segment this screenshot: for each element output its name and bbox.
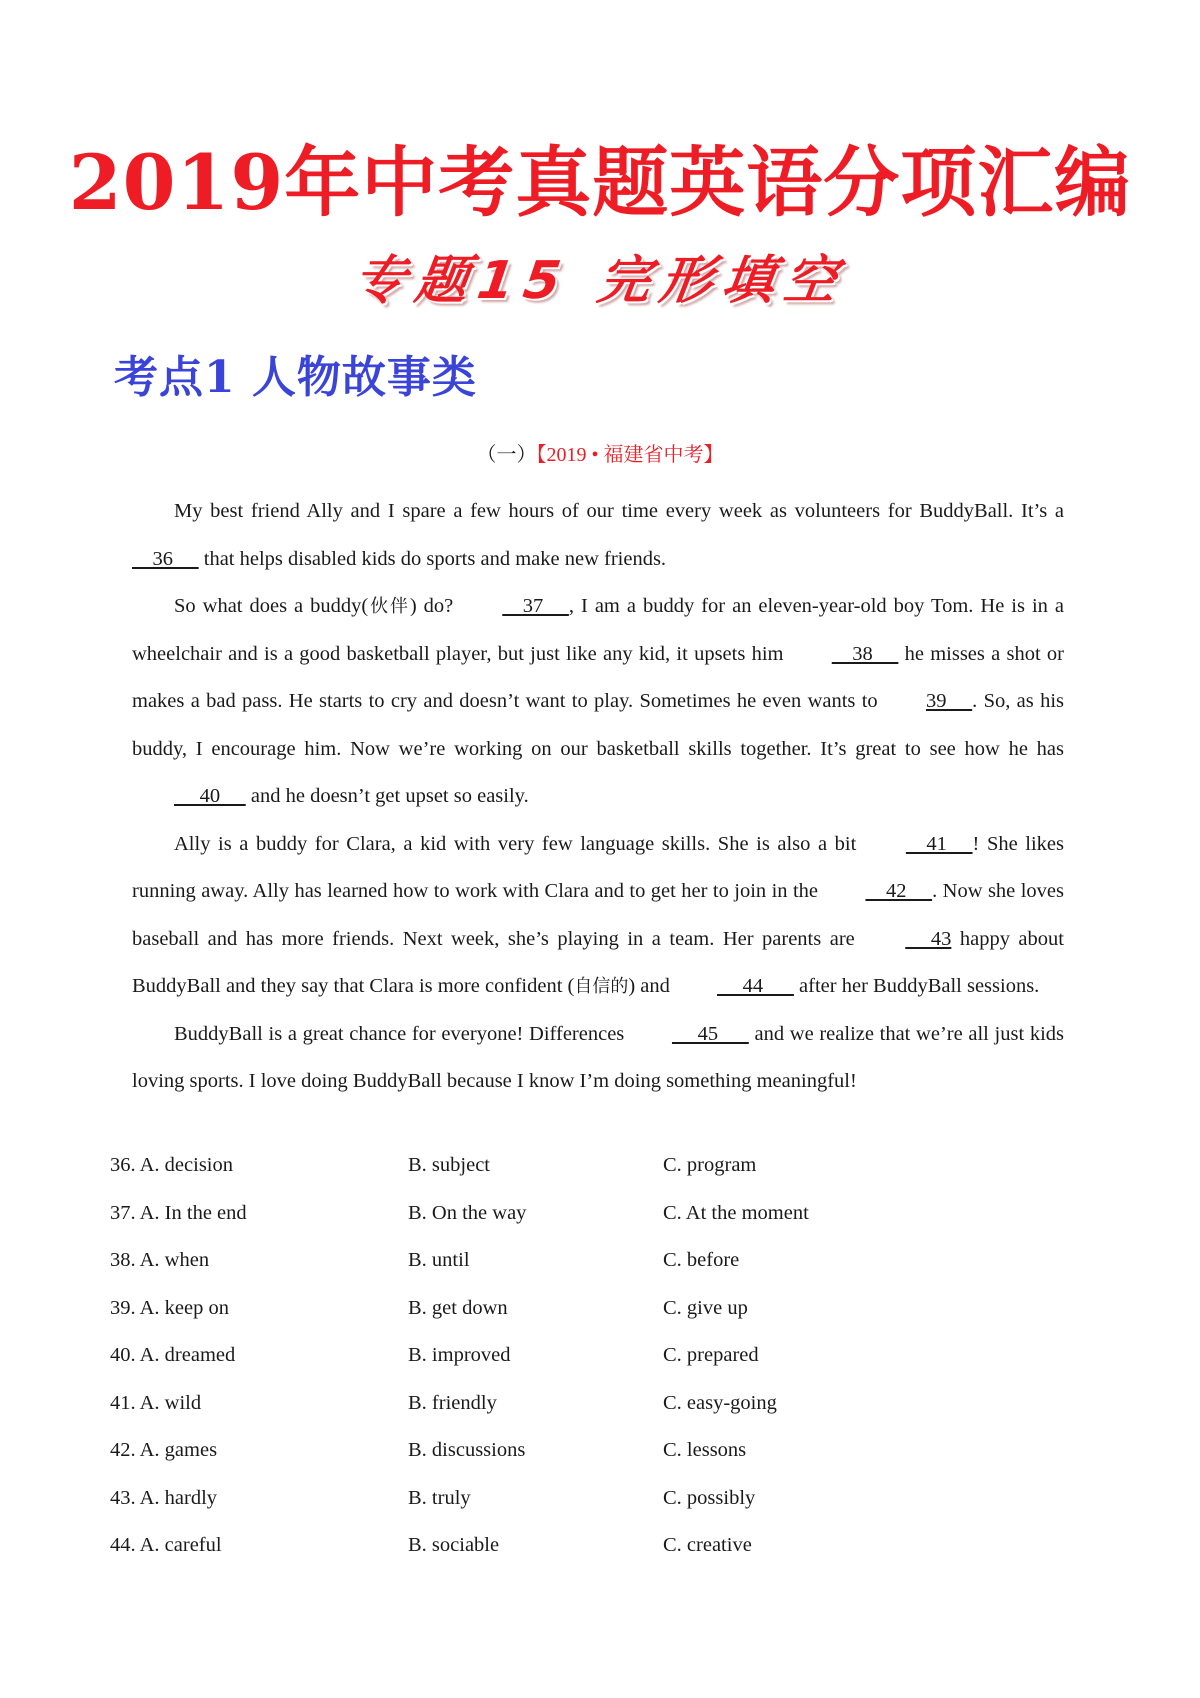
passage-text: Ally is a buddy for Clara, a kid with very few language skills. She is also a bit bbox=[174, 832, 864, 855]
option-c[interactable]: C. program bbox=[663, 1154, 757, 1176]
option-b[interactable]: B. improved bbox=[408, 1344, 511, 1366]
passage-text: and we realize that we’re all just kids loving sports. I love doing BuddyBall because I know I’m doing something meaningful! bbox=[132, 1022, 1065, 1092]
passage-text: , I am a buddy for an eleven-year-old boy Tom. He is in a wheelchair and is a good basketball player, but just like any kid, it upsets him bbox=[132, 595, 1065, 665]
passage-text: happy about BuddyBall and they say that Clara is more confident ( bbox=[132, 927, 1064, 997]
passage-paragraph-1 bbox=[132, 488, 1064, 583]
blank-42[interactable]: 42 bbox=[865, 880, 933, 902]
option-b[interactable]: B. get down bbox=[408, 1296, 508, 1319]
question-40 bbox=[110, 1332, 1090, 1380]
option-c[interactable]: C. At the moment bbox=[663, 1201, 809, 1224]
question-42 bbox=[110, 1427, 1090, 1475]
blank-43[interactable]: 43 bbox=[905, 927, 952, 950]
option-a[interactable]: 37. A. In the end bbox=[110, 1201, 247, 1224]
option-b[interactable]: B. subject bbox=[408, 1154, 490, 1176]
section-heading: 考点1 人物故事类 bbox=[114, 352, 477, 403]
passage-paragraph-4 bbox=[132, 1011, 1064, 1106]
option-b[interactable]: B. discussions bbox=[408, 1439, 526, 1461]
passage-text: ) do? bbox=[409, 595, 461, 617]
option-a[interactable]: 36. A. decision bbox=[110, 1154, 233, 1176]
option-c[interactable]: C. lessons bbox=[663, 1439, 747, 1461]
option-a[interactable]: 42. A. games bbox=[110, 1439, 218, 1461]
blank-37[interactable]: 37 bbox=[502, 595, 569, 617]
source-number: （一） bbox=[476, 444, 537, 466]
blank-36[interactable]: 36 bbox=[132, 547, 199, 570]
blank-44[interactable]: 44 bbox=[717, 975, 794, 997]
passage-text: he misses a shot or makes a bad pass. He starts to cry and doesn’t want to play. Sometimes he even wants to bbox=[132, 642, 1064, 712]
option-c[interactable]: C. easy-going bbox=[663, 1391, 777, 1414]
option-b[interactable]: B. truly bbox=[408, 1486, 471, 1509]
option-a[interactable]: 39. A. keep on bbox=[110, 1296, 229, 1319]
gloss-confident: 自信的 bbox=[574, 976, 629, 997]
passage-text: . So, as his buddy, I encourage him. Now we’re working on our basketball skills together. It’s great to see how he has bbox=[132, 690, 1064, 760]
document-subtitle: 专题15 完形填空 bbox=[349, 251, 851, 311]
question-43 bbox=[110, 1475, 1090, 1523]
passage-text: ) and bbox=[628, 975, 676, 997]
option-b[interactable]: B. On the way bbox=[408, 1201, 527, 1224]
blank-38[interactable]: 38 bbox=[831, 642, 899, 665]
passage-paragraph-2 bbox=[132, 583, 1064, 821]
passage-text: ! She likes running away. Ally has learned how to work with Clara and to get her to join in the bbox=[132, 832, 1064, 902]
option-c[interactable]: C. creative bbox=[663, 1534, 752, 1556]
exam-source bbox=[0, 441, 1200, 469]
cloze-passage bbox=[132, 488, 1064, 1106]
question-37 bbox=[110, 1190, 1090, 1238]
option-b[interactable]: B. sociable bbox=[408, 1534, 500, 1556]
passage-paragraph-3 bbox=[132, 821, 1064, 1011]
passage-text: So what does a buddy( bbox=[174, 595, 369, 617]
option-a[interactable]: 40. A. dreamed bbox=[110, 1344, 236, 1366]
blank-45[interactable]: 45 bbox=[671, 1022, 749, 1045]
option-b[interactable]: B. friendly bbox=[408, 1391, 497, 1414]
source-tag: 【2019 • 福建省中考】 bbox=[536, 444, 724, 466]
option-c[interactable]: C. possibly bbox=[663, 1486, 756, 1509]
document-title: 2019年中考真题英语分项汇编 bbox=[68, 138, 1132, 227]
answer-options bbox=[110, 1142, 1090, 1570]
option-a[interactable]: 41. A. wild bbox=[110, 1391, 202, 1414]
passage-text: after her BuddyBall sessions. bbox=[793, 975, 1040, 997]
gloss-buddy: 伙伴 bbox=[368, 596, 410, 617]
option-c[interactable]: C. prepared bbox=[663, 1344, 759, 1366]
blank-39[interactable]: 39 bbox=[926, 690, 973, 712]
blank-41[interactable]: 41 bbox=[905, 832, 973, 855]
passage-text: that helps disabled kids do sports and make new friends. bbox=[198, 547, 667, 570]
question-44 bbox=[110, 1522, 1090, 1570]
question-36 bbox=[110, 1142, 1090, 1190]
option-a[interactable]: 38. A. when bbox=[110, 1249, 210, 1271]
passage-text: . Now she loves baseball and has more friends. Next week, she’s playing in a team. Her parents are bbox=[132, 880, 1064, 950]
blank-40[interactable]: 40 bbox=[174, 785, 246, 807]
passage-text: BuddyBall is a great chance for everyone! Differences bbox=[174, 1022, 630, 1045]
option-b[interactable]: B. until bbox=[408, 1249, 470, 1271]
option-c[interactable]: C. give up bbox=[663, 1296, 748, 1319]
question-41 bbox=[110, 1380, 1090, 1428]
question-39 bbox=[110, 1285, 1090, 1333]
passage-text: My best friend Ally and I spare a few hours of our time every week as volunteers for BuddyBall. It’s a bbox=[174, 500, 1064, 522]
option-c[interactable]: C. before bbox=[663, 1249, 740, 1271]
question-38 bbox=[110, 1237, 1090, 1285]
option-a[interactable]: 44. A. careful bbox=[110, 1534, 222, 1556]
option-a[interactable]: 43. A. hardly bbox=[110, 1486, 218, 1509]
passage-text: and he doesn’t get upset so easily. bbox=[245, 785, 529, 807]
